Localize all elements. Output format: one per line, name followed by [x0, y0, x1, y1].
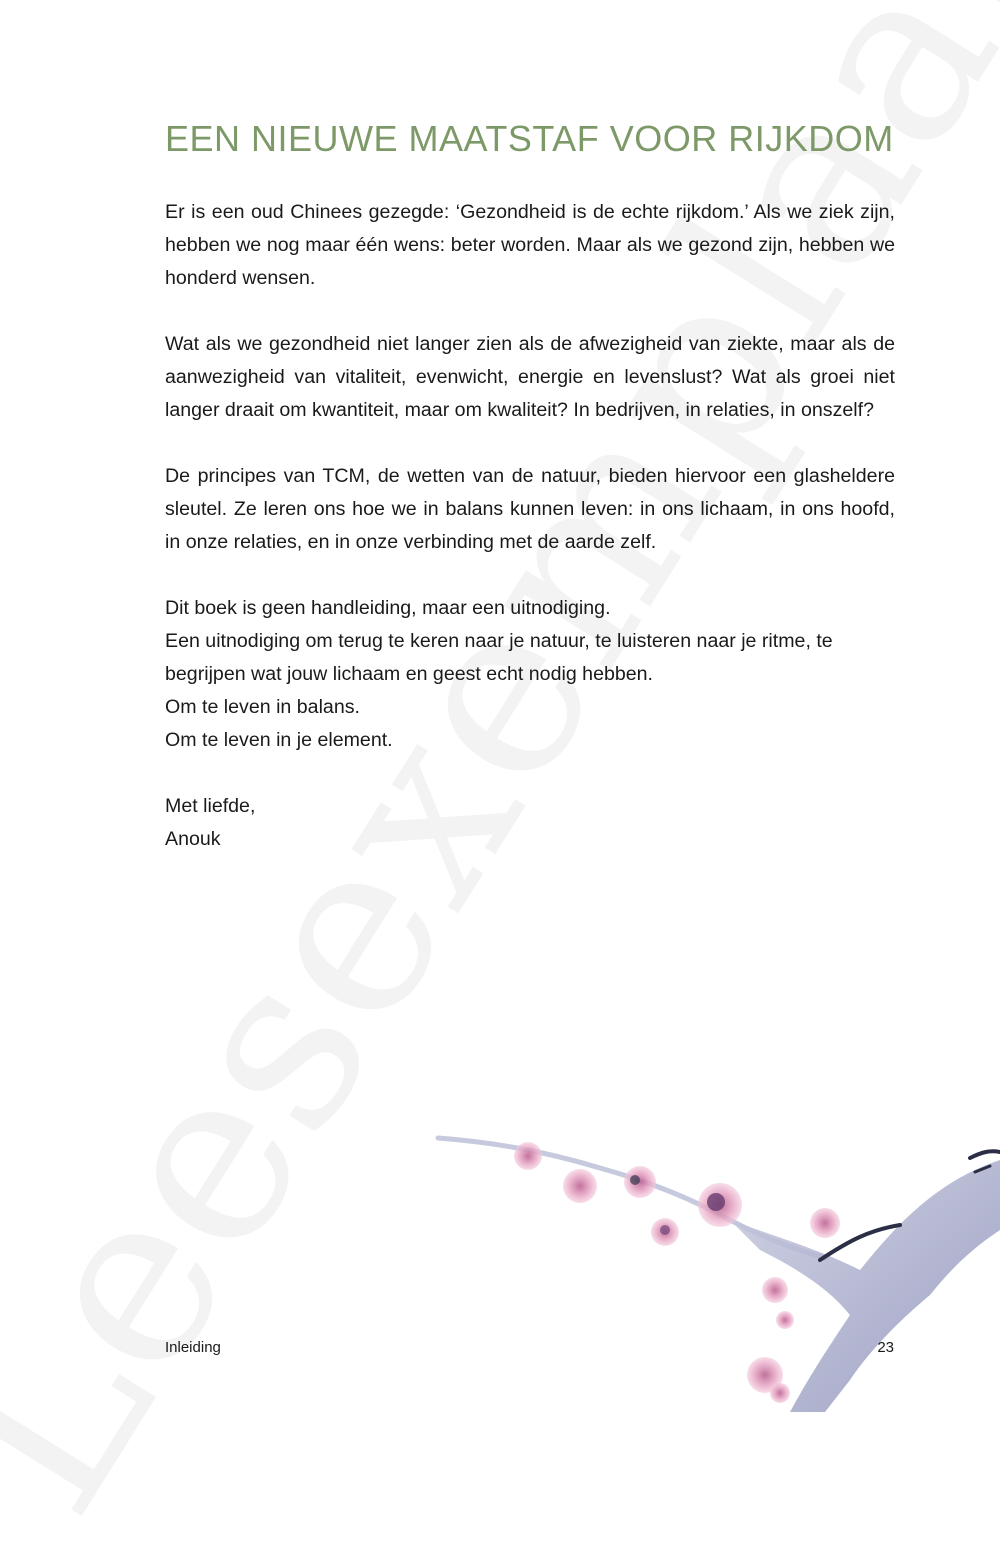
paragraph: Er is een oud Chinees gezegde: ‘Gezondheid is de echte rijkdom.’ Als we ziek zijn, hebben we nog maar één wens: beter worden. Maar als we gezond zijn, hebben we honderd wensen. — [165, 201, 895, 289]
page-number: 23 — [877, 1339, 894, 1356]
text-line: Een uitnodiging om terug te keren naar je natuur, te luisteren naar je ritme, te begrijpen wat jouw lichaam en geest echt nodig hebben. — [165, 630, 833, 685]
body-text — [165, 196, 895, 856]
text-line: Om te leven in balans. — [165, 696, 360, 718]
text-line: Om te leven in je element. — [165, 729, 393, 751]
text-line: Dit boek is geen handleiding, maar een uitnodiging. — [165, 597, 611, 619]
paragraph-invitation — [165, 592, 895, 757]
cherry-blossom-branch-icon — [430, 1120, 1000, 1412]
signature: Anouk — [165, 828, 221, 850]
page-title: EEN NIEUWE MAATSTAF VOOR RIJKDOM — [165, 118, 894, 159]
paragraph: De principes van TCM, de wetten van de natuur, bieden hiervoor een glasheldere sleutel. Ze leren ons hoe we in balans kunnen leven: in ons lichaam, in ons hoofd, in onze relaties, en in onze verbinding met de aarde zelf. — [165, 465, 895, 553]
paragraph: Wat als we gezondheid niet langer zien als de afwezigheid van ziekte, maar als de aanwezigheid van vitaliteit, evenwicht, energie en levenslust? Wat als groei niet langer draait om kwantiteit, maar om kwaliteit? In bedrijven, in relaties, in onszelf? — [165, 333, 895, 421]
running-footer: Inleiding — [165, 1339, 221, 1356]
closing-text: Met liefde, — [165, 795, 256, 817]
closing-block — [165, 790, 895, 856]
